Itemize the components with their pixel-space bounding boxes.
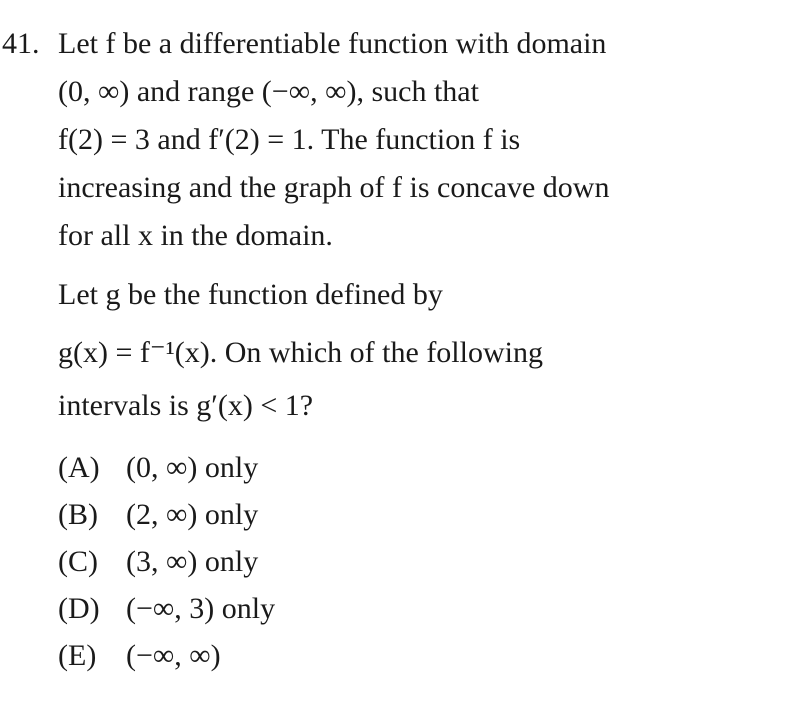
choice-letter: (C) <box>58 545 98 578</box>
choice-text: (0, ∞) only <box>126 451 259 484</box>
choice-letter: (A) <box>58 451 100 484</box>
choice-text: (−∞, ∞) <box>126 639 221 672</box>
choice-b <box>58 497 258 533</box>
paragraph1-line4: increasing and the graph of f is concave down <box>58 171 610 204</box>
paragraph1-line5: for all x in the domain. <box>58 219 333 252</box>
paragraph1-line1: Let f be a differentiable function with domain <box>58 27 607 60</box>
choice-d <box>58 591 275 627</box>
paragraph2-line2: g(x) = f⁻¹(x). On which of the following <box>58 336 543 369</box>
choice-c <box>58 544 258 580</box>
choice-letter: (B) <box>58 498 98 531</box>
paragraph1-line2: (0, ∞) and range (−∞, ∞), such that <box>58 75 479 108</box>
question-number: 41. <box>2 27 40 60</box>
paragraph2-line3: intervals is g′(x) < 1? <box>58 389 314 422</box>
choice-a <box>58 450 258 486</box>
paragraph2-line1: Let g be the function defined by <box>58 278 443 311</box>
choice-text: (−∞, 3) only <box>126 592 276 625</box>
choice-text: (2, ∞) only <box>126 498 259 531</box>
choice-letter: (E) <box>58 639 97 672</box>
paragraph1-line3: f(2) = 3 and f′(2) = 1. The function f is <box>58 123 521 156</box>
choice-letter: (D) <box>58 592 100 625</box>
choice-e <box>58 638 221 674</box>
choice-text: (3, ∞) only <box>126 545 259 578</box>
